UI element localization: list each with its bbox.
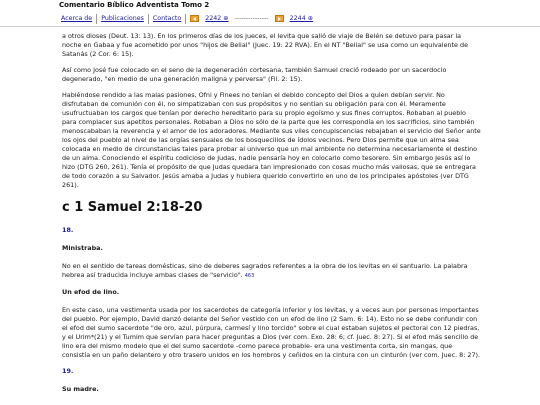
nav-dashes: --------------- xyxy=(234,15,269,22)
verse-number-18[interactable]: 18. xyxy=(62,226,74,234)
page-reference-link[interactable]: 463 xyxy=(244,273,255,279)
nav-link-acerca[interactable]: Acerca de xyxy=(61,15,93,22)
nav-link-contacto[interactable]: Contacto xyxy=(152,15,182,22)
paragraph-samuel: Así como José fue colocado en el seno de la degeneración cortesana, también Samuel creció rodeado por un sacerdocio degenerado, "en medio de una generación maligna y perversa" (Fil. 2: 15). xyxy=(62,66,447,83)
nav-divider xyxy=(185,14,186,24)
heading-efod: Un efod de lino. xyxy=(62,288,120,296)
section-title: c 1 Samuel 2:18-20 xyxy=(62,200,203,215)
paragraph-ministraba xyxy=(62,262,482,281)
paragraph-efod: En este caso, una vestimenta usada por los sacerdotes de categoría inferior y los levitas, y a veces aun por personas importantes del pueblo. Por ejemplo, David danzó delante del Señor vestido con un efod de lino (2 Sam. 6: 14). Esto no se debe confundir con el efod del sumo sacerdote "de oro, azul, púrpura, carmesí y lino torcido" sobre el cual estaban sujetos el pectoral con 12 piedras, y el Urim*(21) y el Tumim que servían para hacer preguntas a Dios (ver com. Exo. 28: 6; cf. Juec. 8: 27). Si el efod más sencillo de lino era del mismo modelo que el del sumo sacerdote -como parece probable- era una vestimenta corta, sin mangas, que consistía en un paño delantero y otro trasero unidos en los hombros y ceñidos en la cintura con un cinturón (ver com. Juec. 8: 27). xyxy=(62,306,481,359)
top-navigation xyxy=(57,12,317,25)
main-content xyxy=(62,32,482,403)
arrow-right-icon[interactable] xyxy=(275,15,284,22)
verse-number-19[interactable]: 19. xyxy=(62,367,74,375)
page-header xyxy=(0,0,540,27)
next-page-link[interactable]: 2244 ⊕ xyxy=(289,15,313,22)
prev-page-link[interactable]: 2242 ⊕ xyxy=(205,15,229,22)
book-title: Comentario Bíblico Adventista Tomo 2 xyxy=(59,1,210,9)
paragraph-ofni-finees: Habiéndose rendido a las malas pasiones, Ofni y Finees no tenían el debido concepto del Dios a quien debían servir. No disfrutaban de comunión con él, no simpatizaban con sus propósitos y no sentían su obligación para con él. Meramente usufructuaban los cargos que tenían por derecho hereditario para su propio egoísmo y sus fines corruptos. Robaban al pueblo para complacer sus apetitos personales. Robaban a Dios no sólo de la parte que les correspondía en los sacrificios, sino también menoscababan la reverencia y el amor de los adoradores. Mediante sus viles concupiscencias rebajaban el servicio del Señor ante los ojos del pueblo al nivel de las orgías sensuales de los bosquecillos de ídolos vecinos. Pero Dios permite que un alma sea colocada en medio de circunstancias tales para probar al universo que un mal ambiente no determina necesariamente el destino de un alma. Conociendo el espíritu codicioso de Judas, nadie pensaría hoy en colocarlo como tesorero. Sin embargo Jesús así lo hizo (DTG 260, 261). Tenía el propósito de que Judas quedara tan impresionado con cosas mucho más valiosas, que se entregara de todo corazón a su Salvador. Jesús amaba a Judas y hubiera querido convertirlo en uno de los principales apóstoles (ver DTG 261). xyxy=(62,91,481,189)
paragraph-belial: a otros dioses (Deut. 13: 13). En los primeros días de los jueces, el levita que salió de viaje de Belén se detuvo para pasar la noche en Gabaa y fue acometido por unos "hijos de Belial" (Juec. 19: 22 RVA). En el NT "Belial" se usa como un equivalente de Satanás (2 Cor. 6: 15). xyxy=(62,32,469,58)
paragraph-ministraba-text: No en el sentido de tareas domésticas, sino de deberes sagrados referentes a la obra de los levitas en el santuario. La palabra hebrea así traducida incluye ambas clases de "servicio". xyxy=(62,262,468,279)
nav-link-publicaciones[interactable]: Publicaciones xyxy=(101,15,144,22)
heading-su-madre: Su madre. xyxy=(62,385,99,393)
heading-ministraba: Ministraba. xyxy=(62,244,103,252)
arrow-left-icon[interactable] xyxy=(190,15,199,22)
